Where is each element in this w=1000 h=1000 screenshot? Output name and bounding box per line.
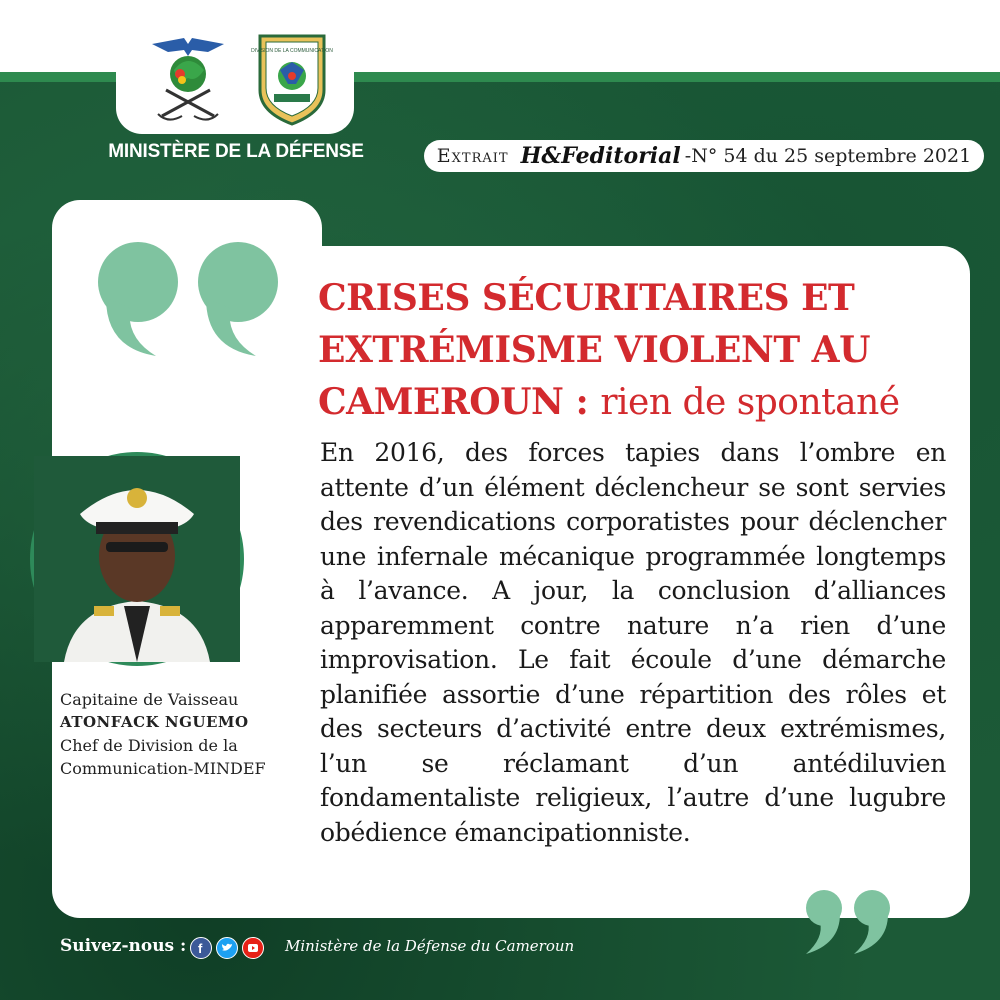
title-main: CRISES SÉCURITAIRES ET EXTRÉMISME VIOLENT AU CAMEROUN : — [318, 277, 870, 423]
extrait-label: Extrait — [436, 145, 509, 167]
officer-portrait-icon — [34, 456, 240, 662]
article-body: En 2016, des forces tapies dans l’ombre en attente d’un élément déclencheur se sont servies des revendications corporatistes pour déclencher une infernale mécanique programmée longtemps à l’avance. A jour, la conclusion d’alliances apparemment contre nature n’a rien d’une improvisation. Le fait écoule d’une démarche planifiée assortie d’une répartition des rôles et des secteurs d’activité entre deux extrémismes, l’un se réclamant d’un antédiluvien fondamentaliste religieux, l’autre d’une lugubre obédience émancipationniste. — [320, 438, 946, 847]
twitter-icon[interactable] — [216, 937, 238, 959]
follow-label: Suivez-nous : — [60, 936, 187, 956]
extrait-bar — [424, 140, 984, 172]
facebook-icon[interactable] — [190, 937, 212, 959]
close-quote-icon — [800, 888, 900, 958]
author-name: ATONFACK NGUEMO — [60, 713, 249, 731]
issue-info: -N° 54 du 25 septembre 2021 — [684, 145, 972, 167]
author-role-line1: Chef de Division de la — [60, 736, 238, 755]
author-role-line2: Communication-MINDEF — [60, 759, 266, 778]
title-subtitle: rien de spontané — [600, 382, 900, 423]
open-quote-icon — [86, 228, 296, 358]
ministry-emblem-icon — [148, 30, 228, 126]
author-caption — [60, 688, 300, 780]
article-title — [318, 272, 958, 429]
footer-ministry-name: Ministère de la Défense du Cameroun — [285, 937, 575, 955]
author-rank: Capitaine de Vaisseau — [60, 690, 239, 709]
author-portrait — [30, 452, 244, 666]
seal-text: DIVISION DE LA COMMUNICATION — [251, 48, 333, 54]
communication-division-seal-icon — [251, 32, 333, 126]
youtube-icon[interactable] — [242, 937, 264, 959]
svg-text:f: f — [198, 941, 203, 956]
publication-brand: H&Feditorial — [520, 143, 681, 169]
ministry-title: MINISTÈRE DE LA DÉFENSE — [108, 141, 364, 162]
